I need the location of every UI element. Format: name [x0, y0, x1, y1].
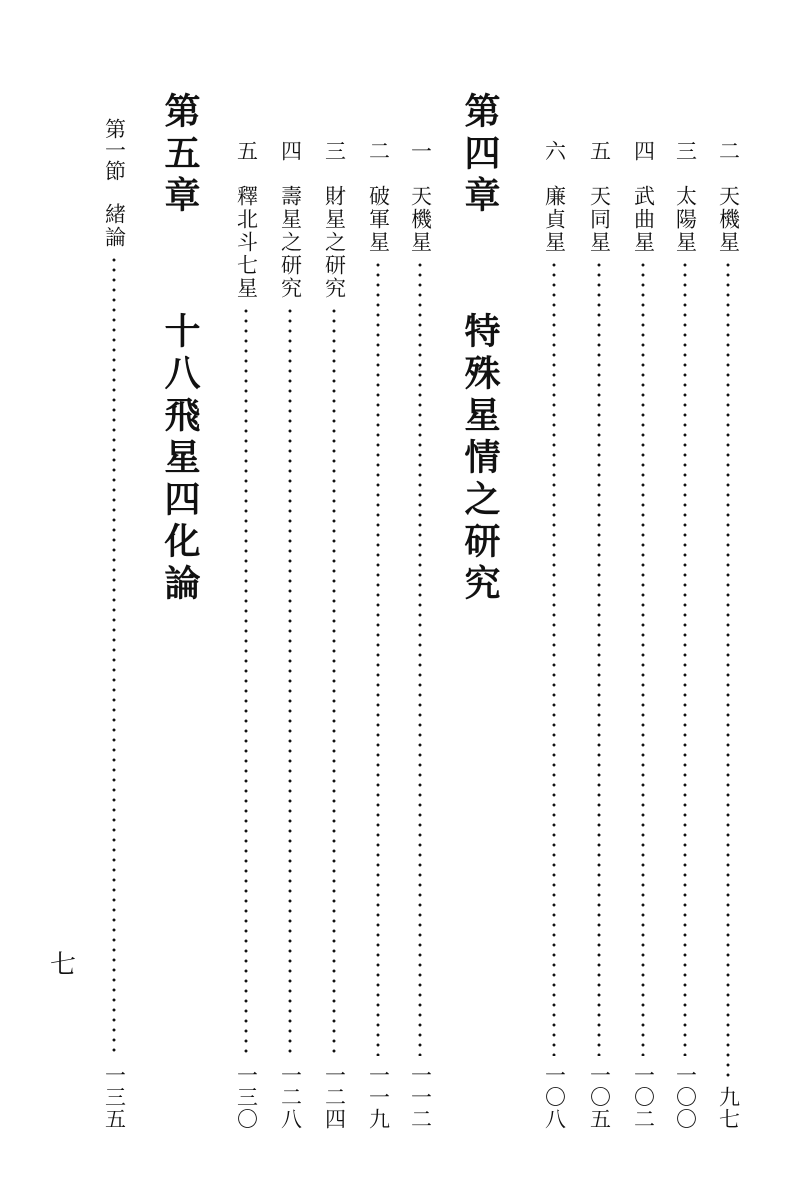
dot-leader: [683, 260, 687, 1056]
dot-leader: [597, 260, 601, 1056]
toc-entry[interactable]: [362, 140, 394, 1130]
dot-leader: [552, 260, 556, 1056]
entry-number: 二: [366, 140, 391, 161]
dot-leader: [112, 255, 116, 1056]
entry-title: 緒論: [102, 203, 127, 249]
chapter-label: 第五章: [159, 92, 201, 218]
toc-entry[interactable]: [318, 140, 350, 1130]
entry-page-number: 一三〇: [234, 1064, 259, 1130]
entry-page-number: 一〇五: [587, 1064, 612, 1130]
entry-title: 壽星之研究: [278, 185, 303, 300]
entry-page-number: 一〇二: [631, 1064, 656, 1130]
toc-entry[interactable]: [404, 140, 436, 1130]
chapter-4-heading[interactable]: [459, 92, 501, 606]
entry-page-number: 一一九: [366, 1064, 391, 1130]
chapter-label: 第四章: [459, 92, 501, 218]
entry-title: 破軍星: [366, 185, 391, 254]
entry-number: 五: [587, 140, 612, 161]
dot-leader: [332, 306, 336, 1056]
toc-entry[interactable]: [274, 140, 306, 1130]
entry-number: 一: [408, 140, 433, 161]
dot-leader: [418, 260, 422, 1056]
entry-number: 五: [234, 140, 259, 161]
entry-page-number: 一三五: [102, 1064, 127, 1130]
toc-entry[interactable]: [669, 140, 701, 1130]
entry-number: 第一節: [102, 118, 127, 181]
entry-title: 廉貞星: [542, 185, 567, 254]
entry-page-number: 一一二: [408, 1064, 433, 1130]
entry-title: 天機星: [408, 185, 433, 254]
dot-leader: [288, 306, 292, 1056]
toc-entry[interactable]: [98, 118, 130, 1130]
entry-page-number: 一二四: [322, 1064, 347, 1130]
entry-page-number: 九七: [716, 1086, 741, 1130]
entry-number: 四: [631, 140, 656, 161]
toc-entry[interactable]: [712, 140, 744, 1130]
entry-number: 三: [673, 140, 698, 161]
entry-title: 天機星: [716, 185, 741, 254]
entry-title: 釋北斗七星: [234, 185, 259, 300]
toc-entry[interactable]: [627, 140, 659, 1130]
entry-page-number: 一二八: [278, 1064, 303, 1130]
entry-number: 二: [716, 140, 741, 161]
chapter-title: 十八飛星四化論: [159, 312, 201, 606]
entry-title: 天同星: [587, 185, 612, 254]
toc-entry[interactable]: [538, 140, 570, 1130]
entry-title: 太陽星: [673, 185, 698, 254]
folio-page-number: 七: [50, 950, 77, 980]
toc-entry[interactable]: [583, 140, 615, 1130]
dot-leader: [244, 306, 248, 1056]
entry-number: 三: [322, 140, 347, 161]
chapter-title: 特殊星情之研究: [459, 312, 501, 606]
dot-leader: [641, 260, 645, 1056]
entry-page-number: 一〇〇: [673, 1064, 698, 1130]
dot-leader: [376, 260, 380, 1056]
entry-title: 武曲星: [631, 185, 656, 254]
dot-leader: [726, 260, 730, 1078]
entry-number: 六: [542, 140, 567, 161]
entry-title: 財星之研究: [322, 185, 347, 300]
chapter-5-heading[interactable]: [159, 92, 201, 606]
entry-number: 四: [278, 140, 303, 161]
entry-page-number: 一〇八: [542, 1064, 567, 1130]
toc-entry[interactable]: [230, 140, 262, 1130]
